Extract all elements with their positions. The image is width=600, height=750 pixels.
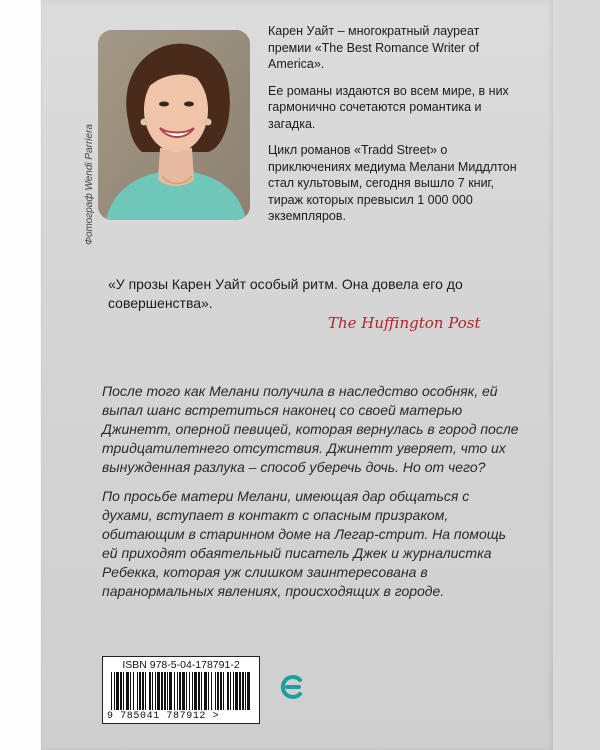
quote-source: The Huffington Post: [328, 314, 481, 332]
barcode-bar: [233, 672, 234, 710]
author-portrait-image: [98, 30, 250, 220]
barcode-bar: [201, 672, 202, 710]
barcode-bar: [169, 672, 172, 710]
press-quote: «У прозы Карен Уайт особый ритм. Она довела его до совершенства».: [108, 276, 463, 311]
eksmo-e-logo-icon: [278, 672, 308, 702]
barcode-bar: [223, 672, 224, 710]
author-photo: [98, 30, 250, 220]
barcode-bar: [215, 672, 216, 710]
barcode-bar: [192, 672, 193, 710]
barcode-bar: [217, 672, 219, 710]
barcode-bar: [152, 672, 153, 710]
isbn-barcode: [102, 656, 260, 724]
barcode-bar: [123, 672, 124, 710]
author-bio: [268, 23, 518, 235]
barcode-bar: [204, 672, 207, 710]
barcode-bar: [177, 672, 178, 710]
barcode-bar: [149, 672, 151, 710]
barcode-bar: [230, 672, 231, 710]
isbn-number: ISBN 978-5-04-178791-2: [122, 659, 240, 671]
barcode-bar: [194, 672, 197, 710]
barcode-bar: [220, 672, 222, 710]
barcode-bar: [139, 672, 141, 710]
barcode-bar: [133, 672, 134, 710]
barcode-bar: [137, 672, 138, 710]
barcode-digits: 9 785041 787912 >: [107, 711, 257, 722]
author-bio-paragraph: Ее романы издаются во всем мире, в них гармонично сочетаются романтика и загадка.: [268, 83, 509, 131]
barcode-bar: [157, 672, 160, 710]
barcode-bar: [167, 672, 168, 710]
barcode-bar: [189, 672, 190, 710]
barcode-bar: [164, 672, 166, 710]
barcode-bar: [186, 672, 187, 710]
barcode-bar: [182, 672, 185, 710]
author-bio-paragraph: Карен Уайт – многократный лауреат премии «The Best Romance Writer of America».: [268, 24, 480, 71]
annotation-paragraph: По просьбе матери Мелани, имеющая дар общаться с духами, вступает в контакт с опасным призраком, обитающим в старинном доме на Легар-стрит. На помощь ей приходят обаятельный писатель Джек и журналистка Ребекка, которая уж слишком заинтересована в паранормальных явлениях, происходящих в городе.: [102, 488, 507, 599]
book-annotation: [102, 382, 522, 611]
barcode-bar: [155, 672, 156, 710]
barcode-bar: [247, 672, 250, 710]
barcode-bar: [126, 672, 129, 710]
barcode-bar: [179, 672, 181, 710]
barcode-bar: [239, 672, 241, 710]
barcode-bar: [145, 672, 146, 710]
barcode-bar: [114, 672, 115, 710]
barcode-bar: [211, 672, 212, 710]
barcode-bar: [208, 672, 209, 710]
barcode-bar: [161, 672, 163, 710]
barcode-bar: [242, 672, 244, 710]
barcode-bar: [198, 672, 200, 710]
barcode-bar: [142, 672, 144, 710]
barcode-bar: [174, 672, 175, 710]
barcode-bar: [227, 672, 229, 710]
barcode-bar: [120, 672, 122, 710]
barcode-bar: [245, 672, 246, 710]
author-bio-paragraph: Цикл романов «Tradd Street» о приключениях медиума Мелани Миддлтон стал культовым, сегодня вышло 7 книг, тираж которых превысил 1 000 000 экземпляров.: [268, 143, 517, 223]
barcode-bar: [130, 672, 131, 710]
barcode-bar: [235, 672, 238, 710]
barcode-bar: [111, 672, 112, 710]
photo-credit: Фотограф Wendi Parriera: [84, 124, 95, 245]
annotation-paragraph: После того как Мелани получила в наследство особняк, ей выпал шанс встретиться наконец со своей матерью Джинетт, оперной певицей, которая вернулась в город после тридцатилетнего отсутствия. Джинетт уверяет, что их вынужденная разлука – способ уберечь дочь. Но от чего?: [102, 383, 519, 475]
barcode-bar: [116, 672, 119, 710]
